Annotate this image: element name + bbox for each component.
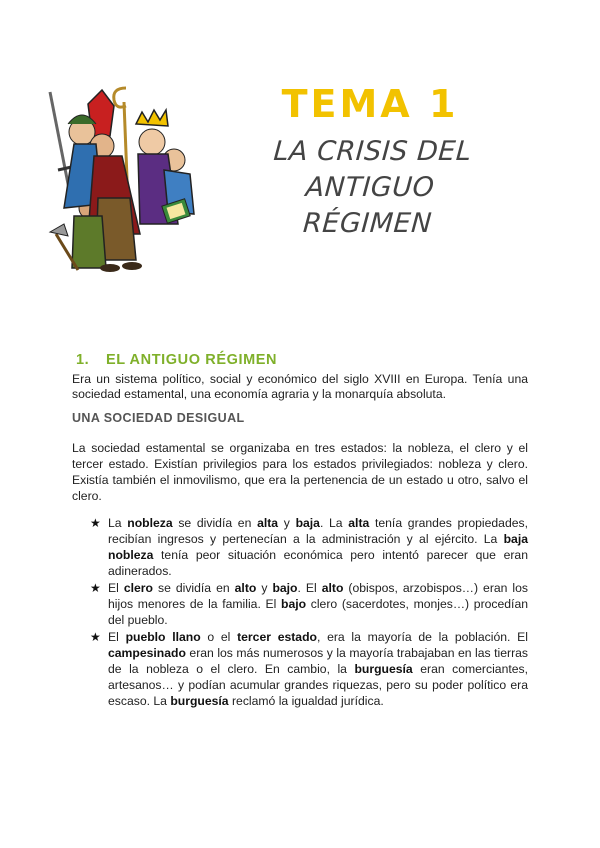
bold-term: alta [348,516,370,530]
bullet-text: La [108,516,128,530]
subtitle-line-1: LA CRISIS DEL ANTIGUO [272,136,473,203]
bullet-text: El [108,630,126,644]
estates-illustration [44,84,204,276]
section-heading [76,352,277,368]
bullet-text: . El [297,581,322,595]
bullet-text: , era la mayoría de la población. El [316,630,528,644]
estates-bullet-list [90,515,528,710]
bold-term: alta [257,516,279,530]
bullet-item [90,629,528,709]
bold-term: bajo [281,597,307,611]
bold-term: pueblo llano [125,630,201,644]
page-subtitle [206,134,534,242]
section-intro: Era un sistema político, social y económico del siglo XVIII en Europa. Tenía una sociedad estamental, una economía agraria y la monarquía absoluta. [72,372,528,401]
bold-term: campesinado [108,646,186,660]
bold-term: burguesía [170,694,229,708]
star-bullet-icon: ★ [90,581,101,595]
bullet-text: se dividía en [172,516,258,530]
bullet-text: eran comerciantes, artesanos… y podían acumular grandes riquezas, pero su poder político era escaso. La [108,662,528,708]
section-number: 1. [76,352,90,368]
subsection-paragraph: La sociedad estamental se organizaba en tres estados: la nobleza, el clero y el tercer estado. Existían privilegios para los estados privilegiados: nobleza y clero. Existía también el inmovilismo, que era la pertenencia de un estado u otro, salvo el clero. [72,441,528,503]
bullet-text: y [278,516,296,530]
bold-term: baja nobleza [108,532,528,562]
bullet-text: tenía peor situación económica pero intentó parecer que eran adinerados. [108,548,528,578]
bullet-item [90,580,528,628]
bold-term: tercer estado [237,630,317,644]
bullet-text: clero (sacerdotes, monjes…) procedían del pueblo. [108,597,528,627]
bold-term: burguesía [354,662,413,676]
star-bullet-icon: ★ [90,516,101,530]
section-title: EL ANTIGUO RÉGIMEN [106,352,278,368]
subtitle-line-2: RÉGIMEN [302,208,433,239]
page-title: TEMA 1 [281,82,459,126]
bold-term: alto [234,581,257,595]
bold-term: baja [295,516,320,530]
bold-term: clero [123,581,153,595]
bullet-text: reclamó la igualdad jurídica. [228,694,384,708]
bullet-text: (obispos, arzobispos…) eran los hijos menores de la familia. El [108,581,529,611]
star-bullet-icon: ★ [90,630,101,644]
bold-term: alto [321,581,344,595]
bullet-text: o el [200,630,238,644]
bullet-text: se dividía en [152,581,235,595]
subsection-heading: UNA SOCIEDAD DESIGUAL [72,411,245,425]
bold-term: bajo [272,581,298,595]
bullet-text: . La [319,516,349,530]
bold-term: nobleza [127,516,173,530]
bullet-text: y [256,581,273,595]
bullet-text: eran los más numerosos y la mayoría trabajaban en las tierras de la nobleza o el clero. En cambio, la [108,646,528,676]
bullet-text: El [108,581,124,595]
bullet-item [90,515,528,579]
bullet-text: tenía grandes propiedades, recibían ingresos y pertenecían a la administración y al ejército. La [108,516,528,546]
